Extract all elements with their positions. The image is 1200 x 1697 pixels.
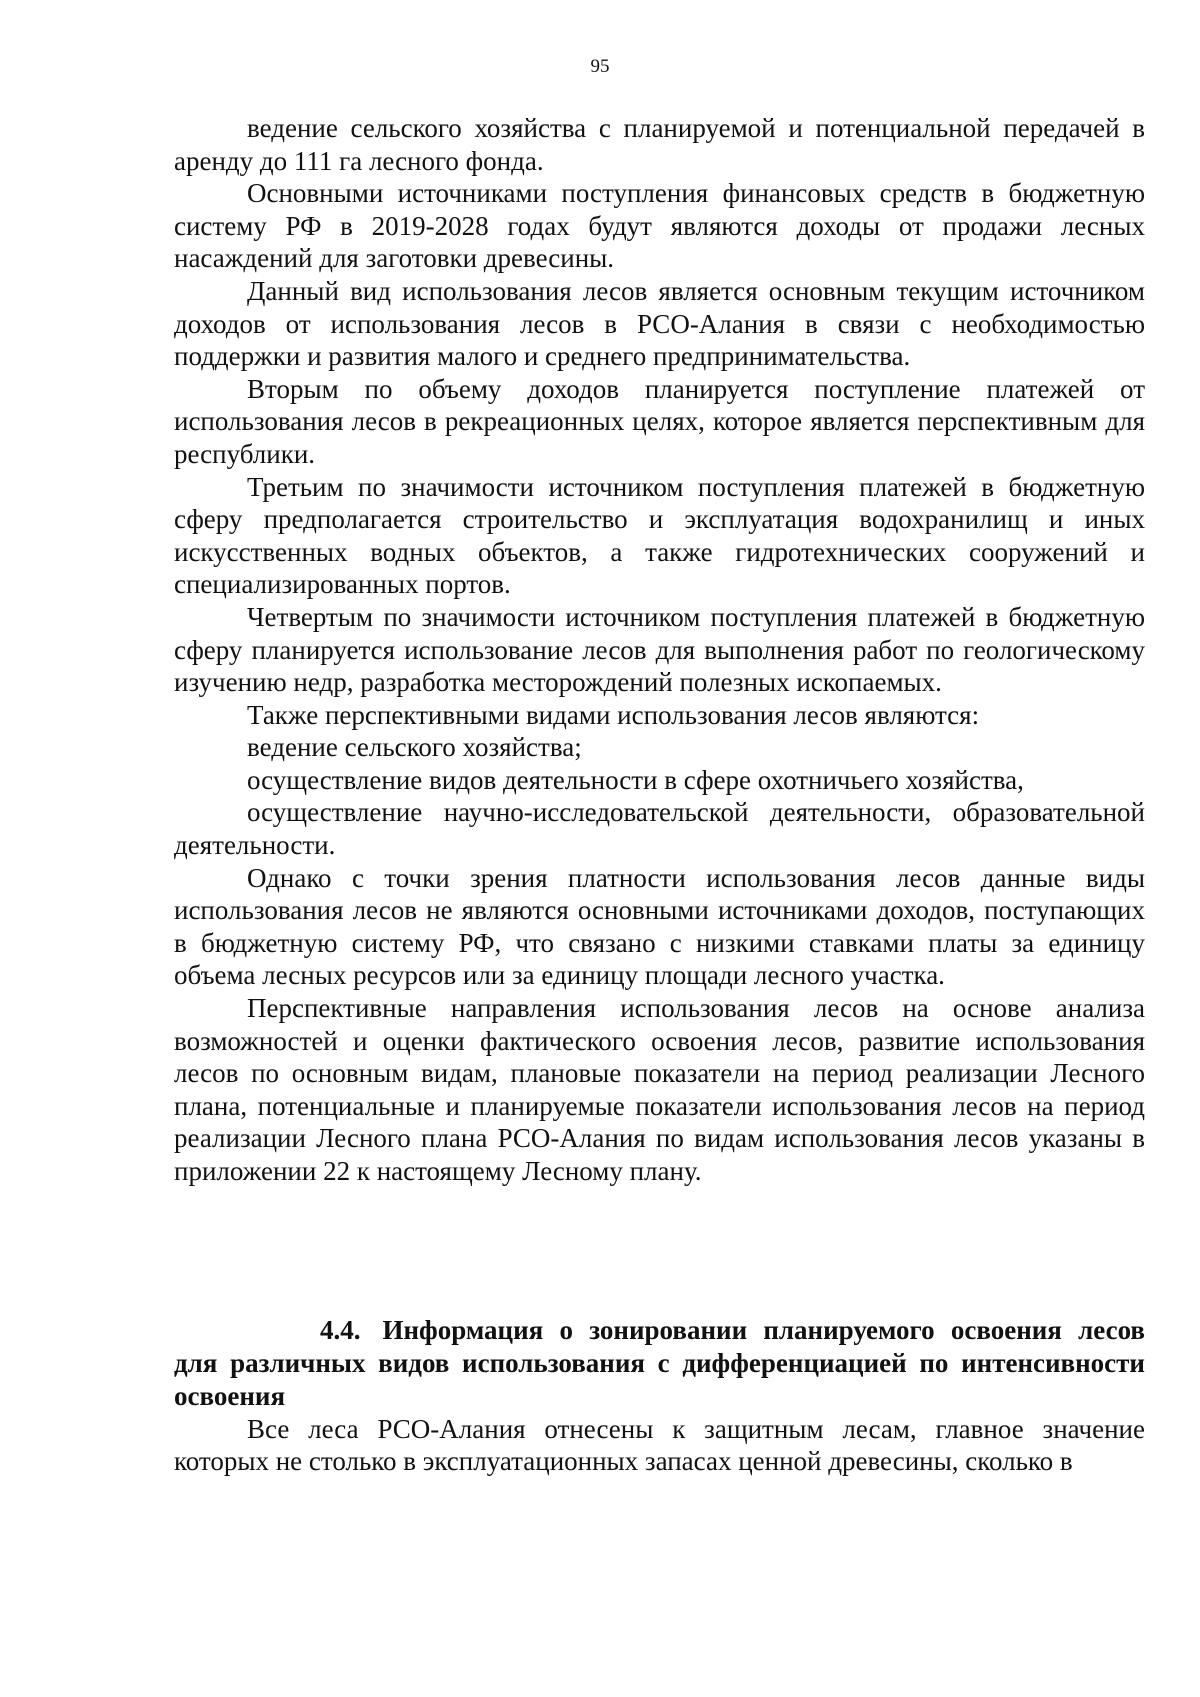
paragraph-6: Четвертым по значимости источником поступления платежей в бюджетную сферу планируется использование лесов для выполнения работ по геологическому изучению недр, разработка месторождений полезных ископаемых. bbox=[174, 601, 1145, 698]
document-body bbox=[174, 112, 1145, 1478]
page-number: 95 bbox=[590, 56, 610, 77]
paragraph-11: Однако с точки зрения платности использования лесов данные виды использования лесов не являются основными источниками доходов, поступающих в бюджетную систему РФ, что связано с низкими ставками платы за единицу объема лесных ресурсов или за единицу площади лесного участка. bbox=[174, 862, 1145, 991]
paragraph-9: осуществление видов деятельности в сфере охотничьего хозяйства, bbox=[247, 764, 1024, 795]
paragraph-8: ведение сельского хозяйства; bbox=[247, 732, 582, 763]
paragraph-7: Также перспективными видами использования лесов являются: bbox=[247, 699, 980, 730]
paragraph-4: Вторым по объему доходов планируется поступление платежей от использования лесов в рекреационных целях, которое является перспективным для республики. bbox=[174, 373, 1145, 469]
paragraph-12: Перспективные направления использования лесов на основе анализа возможностей и оценки фактического освоения лесов, развитие использования лесов по основным видам, плановые показатели на период реализации Лесного плана, потенциальные и планируемые показатели использования лесов на период реализации Лесного плана РСО-Алания по видам использования лесов указаны в приложении 22 к настоящему Лесному плану. bbox=[174, 993, 1145, 1186]
paragraph-2: Основными источниками поступления финансовых средств в бюджетную систему РФ в 2019-2028 годах будут являются доходы от продажи лесных насаждений для заготовки древесины. bbox=[174, 178, 1145, 274]
paragraph-3: Данный вид использования лесов является основным текущим источником доходов от использования лесов в РСО-Алания в связи с необходимостью поддержки и развития малого и среднего предпринимательства. bbox=[174, 275, 1145, 372]
paragraph-10: осуществление научно-исследовательской деятельности, образовательной деятельности. bbox=[174, 797, 1145, 861]
section-heading bbox=[174, 1314, 1145, 1413]
paragraph-1: ведение сельского хозяйства с планируемой и потенциальной передачей в аренду до 111 га лесного фонда. bbox=[174, 113, 1145, 176]
paragraph-5: Третьим по значимости источником поступления платежей в бюджетную сферу предполагается строительство и эксплуатация водохранилищ и иных искусственных водных объектов, а также гидротехнических сооружений и специализированных портов. bbox=[174, 471, 1145, 600]
section-title: Информация о зонировании планируемого освоения лесов для различных видов использования с дифференциацией по интенсивности освоения bbox=[174, 1314, 1145, 1411]
closing-paragraph: Все леса РСО-Алания отнесены к защитным лесам, главное значение которых не столько в эксплуатационных запасах ценной древесины, сколько в bbox=[174, 1413, 1145, 1477]
section-number: 4.4. bbox=[320, 1314, 361, 1345]
